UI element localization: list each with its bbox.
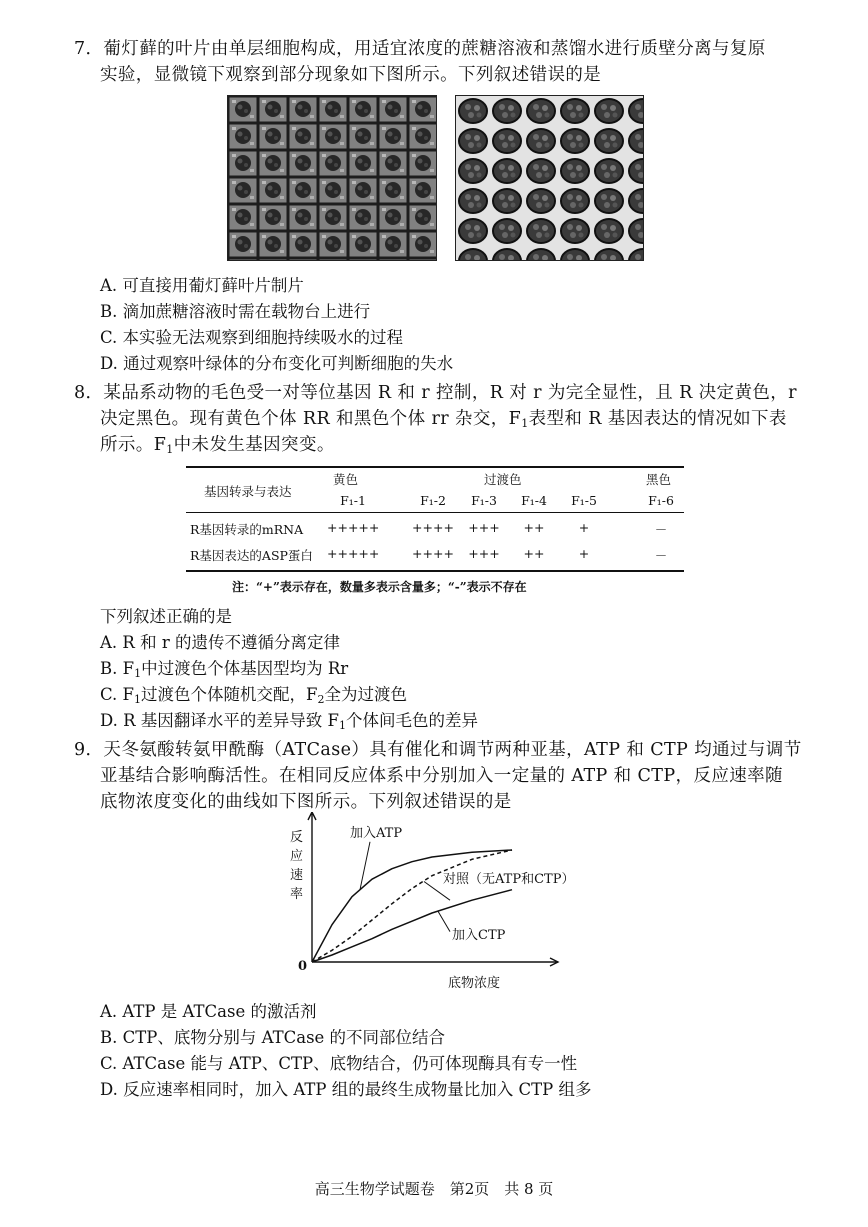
q7-option-a: A. 可直接用葡灯藓叶片制片: [100, 276, 304, 295]
micrograph-plasmolysis: [227, 95, 437, 261]
q9-stem-line3: 底物浓度变化的曲线如下图所示。下列叙述错误的是: [100, 792, 512, 812]
micrograph-cells: [455, 95, 644, 261]
q8-stem-line2: 决定黑色。现有黄色个体 RR 和黑色个体 rr 杂交，$F_1$表型和 R 基因表达的情况如下表: [100, 409, 787, 430]
q7-stem-line2: 实验，显微镜下观察到部分现象如下图所示。下列叙述错误的是: [100, 65, 602, 85]
group-black: 黑色: [646, 472, 672, 487]
col-header: F₁-2: [420, 493, 446, 508]
group-yellow: 黄色: [333, 472, 359, 487]
table-cell: +++: [468, 546, 500, 561]
q9-option-c: C. ATCase 能与 ATP、CTP、底物结合，仍可体现酶具有专一性: [100, 1054, 578, 1073]
col-header: F₁-4: [521, 493, 547, 508]
page-footer: 高三生物学试题卷 第2页 共 8 页: [314, 1180, 554, 1198]
table-cell: +: [578, 520, 590, 535]
series-label-ctp: 加入CTP: [452, 928, 506, 943]
leader-line-ctp: [438, 911, 450, 931]
col-header: F₁-1: [340, 493, 366, 508]
q7-option-b: B. 滴加蔗糖溶液时需在载物台上进行: [100, 302, 371, 321]
series-label-control: 对照（无ATP和CTP）: [443, 872, 575, 887]
y-axis-label: 反应速率: [290, 830, 304, 902]
table-cell: +++++: [327, 520, 380, 535]
q9-option-a: A. ATP 是 ATCase 的激活剂: [100, 1002, 317, 1021]
row-label-asp: R基因表达的ASP蛋白: [190, 548, 313, 563]
col-header: F₁-5: [571, 493, 597, 508]
table-note: 注：“+”表示存在，数量多表示含量多；“-”表示不存在: [232, 580, 527, 594]
q9-stem-line1: 9．天冬氨酸转氨甲酰酶（ATCase）具有催化和调节两种亚基，ATP 和 CTP 均通过与调节: [74, 740, 802, 760]
table-cell: +++: [468, 520, 500, 535]
origin-label: 0: [298, 959, 308, 974]
q8-stem-line3: 所示。$F_1$中未发生基因突变。: [100, 435, 335, 456]
q8-option-a: A. R 和 r 的遗传不遵循分离定律: [100, 633, 340, 652]
rate-chart: [280, 812, 600, 992]
table-corner: 基因转录与表达: [204, 484, 292, 499]
q8-stem-line1: 8．某品系动物的毛色受一对等位基因 R 和 r 控制，R 对 r 为完全显性，且 R 决定黄色，r: [74, 383, 797, 403]
q7-option-c: C. 本实验无法观察到细胞持续吸水的过程: [100, 328, 404, 347]
q7-stem-line1: 7．葡灯藓的叶片由单层细胞构成，用适宜浓度的蔗糖溶液和蒸馏水进行质壁分离与复原: [74, 39, 766, 59]
table-cell: －: [654, 548, 668, 563]
x-axis-label: 底物浓度: [448, 976, 501, 991]
series-label-atp: 加入ATP: [350, 826, 403, 841]
series-line-atp: [312, 850, 512, 962]
q9-stem-line2: 亚基结合影响酶活性。在相同反应体系中分别加入一定量的 ATP 和 CTP，反应速率随: [100, 766, 783, 786]
group-transition: 过渡色: [484, 472, 522, 487]
table-cell: ++++: [412, 546, 454, 561]
q8-option-d: D. R 基因翻译水平的差异导致 $F_1$个体间毛色的差异: [100, 711, 478, 732]
table-cell: ++++: [412, 520, 454, 535]
table-cell: +++++: [327, 546, 380, 561]
table-cell: ++: [523, 546, 545, 561]
table-cell: ++: [523, 520, 545, 535]
table-cell: －: [654, 522, 668, 537]
row-label-mrna: R基因转录的mRNA: [190, 522, 304, 537]
q8-option-b: B. $F_1$中过渡色个体基因型均为 Rr: [100, 659, 349, 680]
col-header: F₁-6: [648, 493, 674, 508]
q9-option-d: D. 反应速率相同时，加入 ATP 组的最终生成物量比加入 CTP 组多: [100, 1080, 592, 1099]
series-line-control: [312, 850, 512, 962]
q7-option-d: D. 通过观察叶绿体的分布变化可判断细胞的失水: [100, 354, 454, 373]
q8-stem-question: 下列叙述正确的是: [100, 607, 232, 626]
q8-option-c: C. $F_1$过渡色个体随机交配，$F_2$全为过渡色: [100, 685, 407, 706]
q9-option-b: B. CTP、底物分别与 ATCase 的不同部位结合: [100, 1028, 446, 1047]
col-header: F₁-3: [471, 493, 497, 508]
table-cell: +: [578, 546, 590, 561]
rate-chart-svg: [280, 812, 600, 992]
